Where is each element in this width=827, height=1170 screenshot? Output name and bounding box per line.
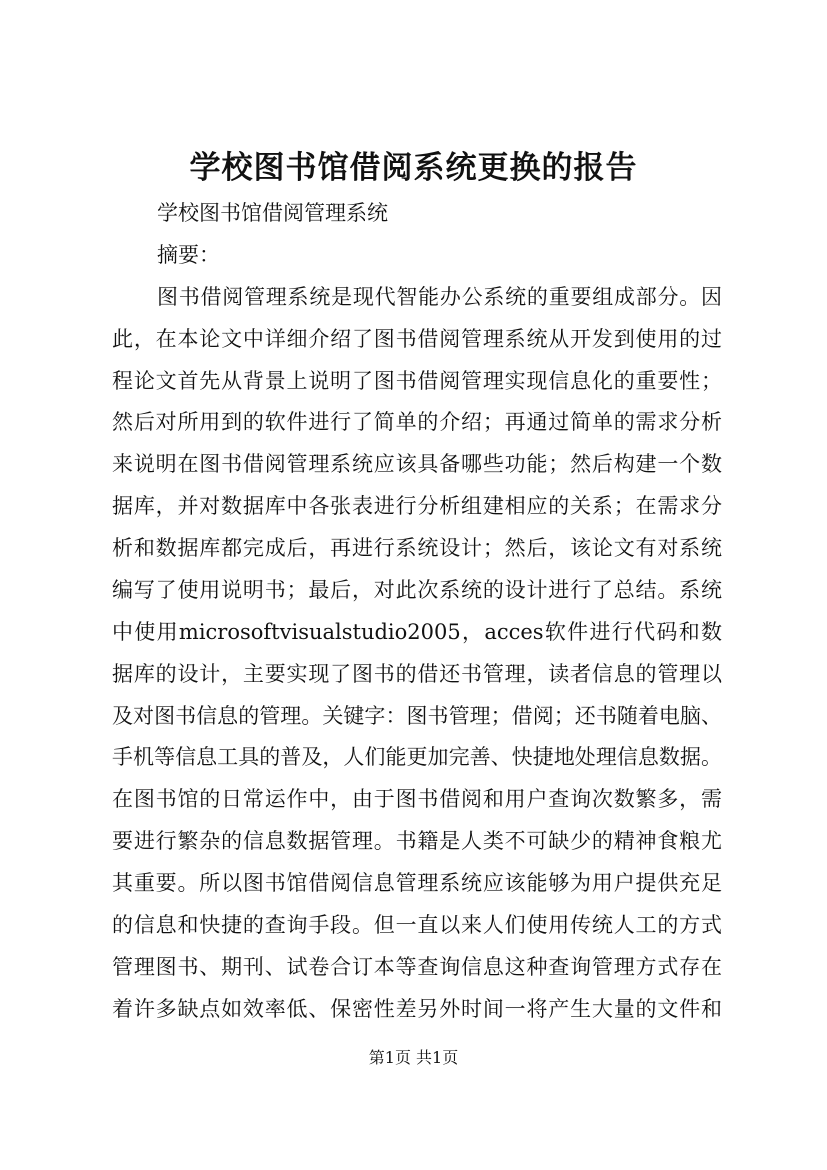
body-line: 据库，并对数据库中各张表进行分析组建相应的关系；在需求分 [112,494,722,518]
page-footer: 第1页 共1页 [368,1048,459,1067]
abstract-label: 摘要： [157,243,220,267]
body-line: 要进行繁杂的信息数据管理。书籍是人类不可缺少的精神食粮尤 [112,829,722,853]
body-line: 编写了使用说明书；最后，对此次系统的设计进行了总结。系统 [112,578,722,602]
body-line: 其重要。所以图书馆借阅信息管理系统应该能够为用户提供充足 [112,871,722,895]
body-line: 手机等信息工具的普及，人们能更加完善、快捷地处理信息数据。 [112,745,722,769]
body-line: 然后对所用到的软件进行了简单的介绍；再通过简单的需求分析 [112,410,722,434]
document-subtitle: 学校图书馆借阅管理系统 [157,201,388,225]
body-line: 程论文首先从背景上说明了图书借阅管理实现信息化的重要性； [112,369,722,393]
body-line: 来说明在图书借阅管理系统应该具备哪些功能；然后构建一个数 [112,452,722,476]
body-line: 着许多缺点如效率低、保密性差另外时间一将产生大量的文件和 [112,997,722,1021]
body-line: 此，在本论文中详细介绍了图书借阅管理系统从开发到使用的过 [112,327,722,351]
document-title: 学校图书馆借阅系统更换的报告 [189,150,638,186]
body-line: 管理图书、期刊、试卷合订本等查询信息这种查询管理方式存在 [112,955,722,979]
body-line: 在图书馆的日常运作中，由于图书借阅和用户查询次数繁多，需 [112,787,722,811]
body-line: 及对图书信息的管理。关键字：图书管理；借阅；还书随着电脑、 [112,704,722,728]
body-line: 析和数据库都完成后，再进行系统设计；然后，该论文有对系统 [112,536,722,560]
body-line: 的信息和快捷的查询手段。但一直以来人们使用传统人工的方式 [112,913,722,937]
body-line: 图书借阅管理系统是现代智能办公系统的重要组成部分。因 [157,285,722,309]
body-line: 据库的设计，主要实现了图书的借还书管理，读者信息的管理以 [112,662,722,686]
body-line: 中使用microsoftvisualstudio2005，acces软件进行代码和数 [112,620,722,644]
